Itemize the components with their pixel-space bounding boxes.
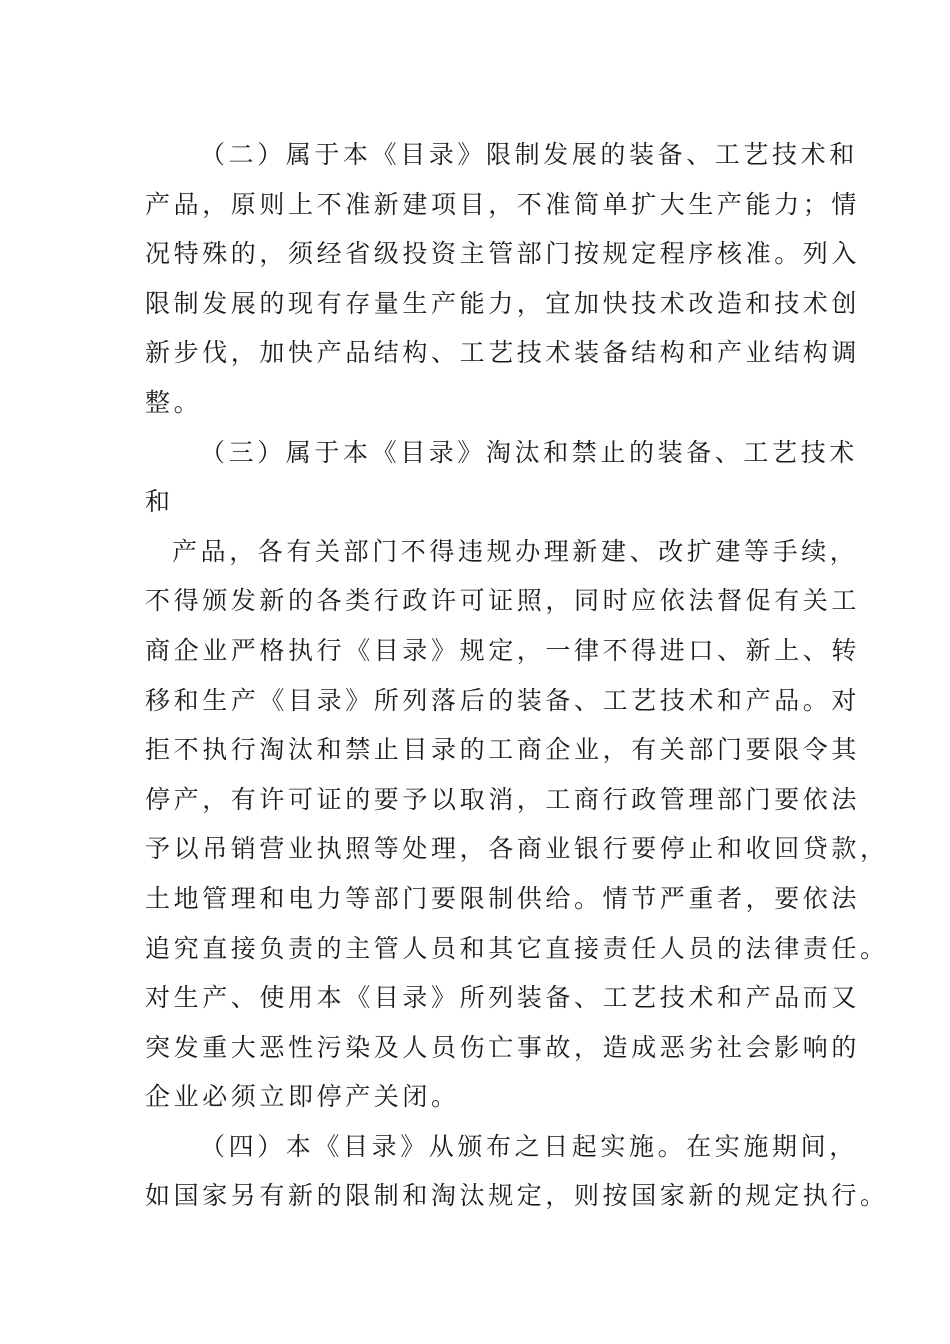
paragraph-3-line-7: 拒不执行淘汰和禁止目录的工商企业，有关部门要限令其: [145, 735, 861, 765]
paragraph-3-line-5: 商企业严格执行《目录》规定，一律不得进口、新上、转: [145, 635, 861, 665]
paragraph-3-line-13: 突发重大恶性污染及人员伤亡事故，造成恶劣社会影响的: [145, 1032, 861, 1062]
paragraph-3-line-10: 土地管理和电力等部门要限制供给。情节严重者，要依法: [145, 883, 861, 913]
paragraph-3-line-6: 移和生产《目录》所列落后的装备、工艺技术和产品。对: [145, 685, 861, 715]
paragraph-3-line-14: 企业必须立即停产关闭。: [145, 1082, 460, 1112]
document-body: [145, 130, 889, 1221]
paragraph-2-line-1: （二）属于本《目录》限制发展的装备、工艺技术和: [200, 140, 858, 169]
paragraph-3-line-3: 产品，各有关部门不得违规办理新建、改扩建等手续，: [172, 536, 859, 566]
paragraph-3-line-4: 不得颁发新的各类行政许可证照，同时应依法督促有关工: [145, 586, 861, 616]
paragraph-2-line-5: 新步伐，加快产品结构、工艺技术装备结构和产业结构调: [145, 338, 861, 368]
paragraph-4-line-2: 如国家另有新的限制和淘汰规定，则按国家新的规定执行。: [145, 1181, 889, 1211]
paragraph-3-line-12: 对生产、使用本《目录》所列装备、工艺技术和产品而又: [145, 983, 861, 1013]
paragraph-2-line-3: 况特殊的，须经省级投资主管部门按规定程序核准。列入: [145, 239, 861, 269]
paragraph-3-line-2: 和: [145, 487, 174, 517]
paragraph-3-line-8: 停产，有许可证的要予以取消，工商行政管理部门要依法: [145, 784, 861, 814]
paragraph-4-line-1: （四）本《目录》从颁布之日起实施。在实施期间，: [200, 1131, 858, 1161]
paragraph-3-line-11: 追究直接负责的主管人员和其它直接责任人员的法律责任。: [145, 933, 889, 963]
paragraph-2-line-2: 产品，原则上不准新建项目，不准简单扩大生产能力；情: [145, 189, 861, 219]
paragraph-3-line-9: 予以吊销营业执照等处理，各商业银行要停止和收回贷款，: [145, 834, 889, 864]
paragraph-2-line-4: 限制发展的现有存量生产能力，宜加快技术改造和技术创: [145, 288, 861, 318]
paragraph-2-line-6: 整。: [145, 387, 203, 417]
paragraph-3-line-1: （三）属于本《目录》淘汰和禁止的装备、工艺技术: [200, 437, 858, 467]
